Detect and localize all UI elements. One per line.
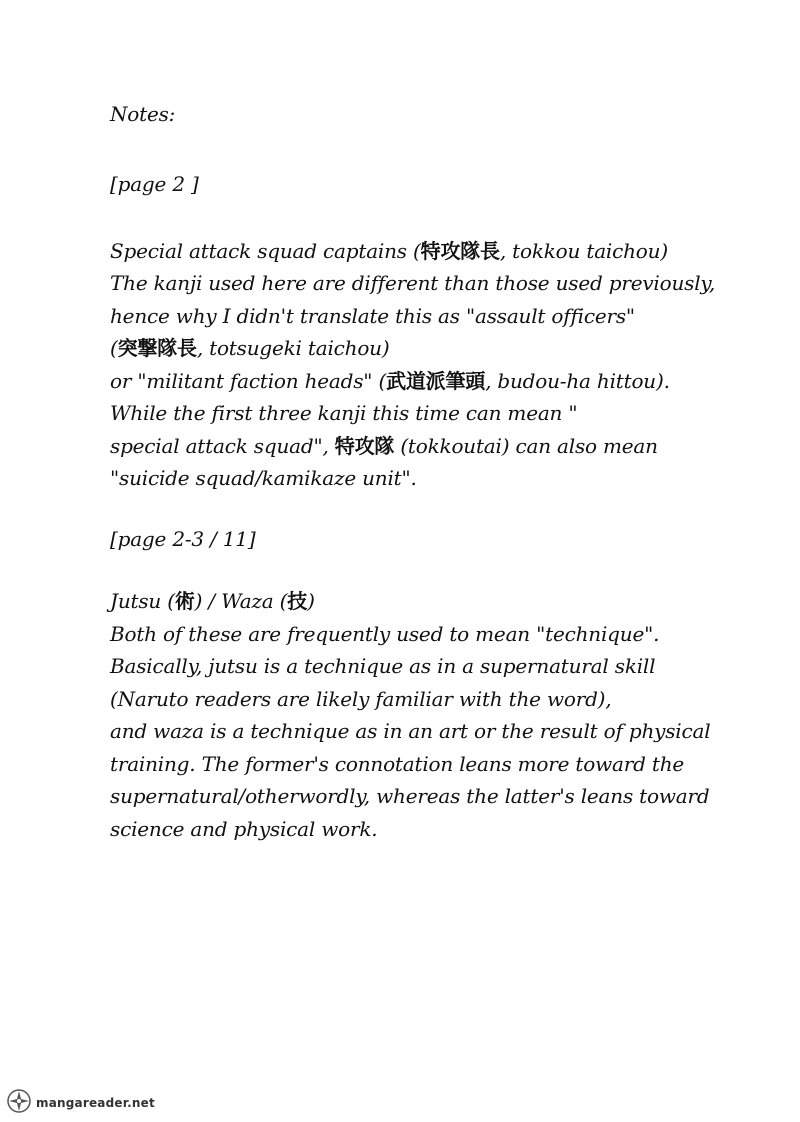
section1-line-7: special attack squad", 特攻隊 (tokkoutai) can also mean xyxy=(110,433,658,458)
section1-line-6: While the first three kanji this time can mean " xyxy=(110,401,578,425)
section1-line-4: (突撃隊長, totsugeki taichou) xyxy=(110,336,390,360)
section1-heading: [page 2 ] xyxy=(110,172,199,196)
section2-line-3: Basically, jutsu is a technique as in a supernatural skill xyxy=(110,654,656,678)
section1-line-5: or "militant faction heads" (武道派筆頭, budou-ha hittou). xyxy=(110,368,670,393)
section2-line-1: Jutsu (術) / Waza (技) xyxy=(110,589,315,613)
kanji-tokkou-taichou: 特攻隊長 xyxy=(420,238,500,263)
spacer xyxy=(110,555,770,585)
section2-line-7: supernatural/otherwordly, whereas the latter's leans toward xyxy=(110,784,710,808)
section1-line-1: Special attack squad captains (特攻隊長, tokkou taichou) xyxy=(110,238,668,263)
kanji-totsugeki-taichou: 突撃隊長 xyxy=(117,336,197,360)
spacer xyxy=(110,495,770,523)
section2-line-5: and waza is a technique as in an art or the result of physical xyxy=(110,719,711,743)
section2-line-2: Both of these are frequently used to mean "technique". xyxy=(110,621,660,646)
section2-heading: [page 2-3 / 11] xyxy=(110,526,256,551)
section2-line-4: (Naruto readers are likely familiar with the word), xyxy=(110,686,612,711)
notes-heading: Notes: xyxy=(110,102,176,126)
notes-body xyxy=(110,98,770,845)
spacer xyxy=(110,201,770,235)
section2-line-6: training. The former's connotation leans more toward the xyxy=(110,751,685,776)
kanji-tokkoutai: 特攻隊 xyxy=(334,433,395,458)
kanji-jutsu: 術 xyxy=(174,589,195,613)
spacer xyxy=(110,131,770,164)
kanji-budou-ha-hittou: 武道派筆頭 xyxy=(386,368,486,393)
section1-line-3: hence why I didn't translate this as "assault officers" xyxy=(110,303,635,328)
shuriken-logo-icon xyxy=(6,1088,32,1119)
section1-line-8: "suicide squad/kamikaze unit". xyxy=(110,466,417,490)
kanji-waza: 技 xyxy=(287,589,308,613)
watermark-text: mangareader.net xyxy=(36,1096,155,1110)
section2-line-8: science and physical work. xyxy=(110,816,378,841)
watermark xyxy=(6,1090,155,1116)
section1-line-2: The kanji used here are different than those used previously, xyxy=(110,271,716,295)
